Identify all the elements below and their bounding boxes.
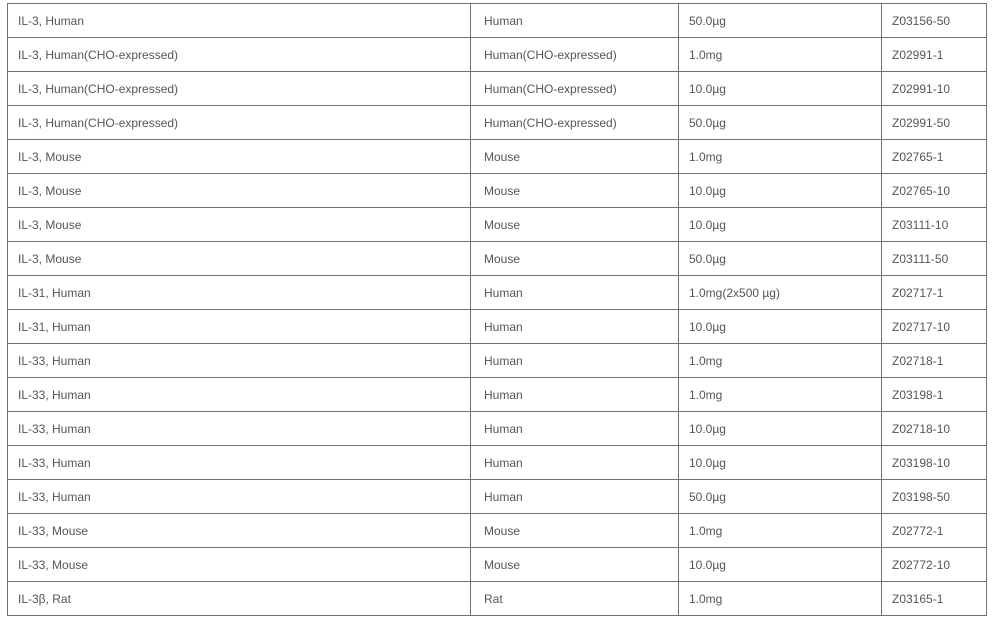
species-cell: Human — [471, 310, 679, 344]
species-cell: Human — [471, 344, 679, 378]
product-name-cell: IL-33, Human — [8, 480, 471, 514]
product-name-cell: IL-3, Human(CHO-expressed) — [8, 38, 471, 72]
product-name-cell: IL-3, Human(CHO-expressed) — [8, 106, 471, 140]
size-cell: 1.0mg — [679, 38, 882, 72]
size-cell: 1.0mg(2x500 µg) — [679, 276, 882, 310]
species-cell: Mouse — [471, 174, 679, 208]
species-cell: Human(CHO-expressed) — [471, 72, 679, 106]
table-row — [8, 276, 987, 310]
species-cell: Human(CHO-expressed) — [471, 38, 679, 72]
catalog-number-cell: Z02765-1 — [882, 140, 987, 174]
size-cell: 50.0µg — [679, 242, 882, 276]
species-cell: Human(CHO-expressed) — [471, 106, 679, 140]
product-name-cell: IL-33, Mouse — [8, 548, 471, 582]
product-name-cell: IL-3, Mouse — [8, 140, 471, 174]
table-row — [8, 242, 987, 276]
product-name-cell: IL-3, Human(CHO-expressed) — [8, 72, 471, 106]
catalog-number-cell: Z02765-10 — [882, 174, 987, 208]
product-name-cell: IL-3, Mouse — [8, 208, 471, 242]
table-row — [8, 412, 987, 446]
catalog-number-cell: Z03198-1 — [882, 378, 987, 412]
species-cell: Mouse — [471, 514, 679, 548]
product-name-cell: IL-33, Mouse — [8, 514, 471, 548]
table-row — [8, 106, 987, 140]
size-cell: 10.0µg — [679, 412, 882, 446]
size-cell: 10.0µg — [679, 446, 882, 480]
size-cell: 10.0µg — [679, 208, 882, 242]
catalog-number-cell: Z02718-1 — [882, 344, 987, 378]
product-name-cell: IL-31, Human — [8, 276, 471, 310]
species-cell: Human — [471, 4, 679, 38]
table-row — [8, 208, 987, 242]
catalog-number-cell: Z02991-50 — [882, 106, 987, 140]
product-table — [7, 3, 987, 616]
catalog-number-cell: Z03111-50 — [882, 242, 987, 276]
table-row — [8, 38, 987, 72]
species-cell: Mouse — [471, 548, 679, 582]
table-row — [8, 174, 987, 208]
product-name-cell: IL-33, Human — [8, 446, 471, 480]
table-row — [8, 72, 987, 106]
product-name-cell: IL-33, Human — [8, 344, 471, 378]
size-cell: 10.0µg — [679, 174, 882, 208]
size-cell: 10.0µg — [679, 548, 882, 582]
size-cell: 50.0µg — [679, 106, 882, 140]
table-row — [8, 514, 987, 548]
species-cell: Rat — [471, 582, 679, 616]
table-row — [8, 548, 987, 582]
size-cell: 50.0µg — [679, 480, 882, 514]
species-cell: Human — [471, 276, 679, 310]
catalog-number-cell: Z02991-1 — [882, 38, 987, 72]
species-cell: Human — [471, 378, 679, 412]
catalog-number-cell: Z02772-1 — [882, 514, 987, 548]
catalog-number-cell: Z02717-1 — [882, 276, 987, 310]
size-cell: 1.0mg — [679, 582, 882, 616]
species-cell: Human — [471, 446, 679, 480]
size-cell: 50.0µg — [679, 4, 882, 38]
product-name-cell: IL-3, Mouse — [8, 174, 471, 208]
catalog-number-cell: Z02717-10 — [882, 310, 987, 344]
product-name-cell: IL-3, Mouse — [8, 242, 471, 276]
product-name-cell: IL-33, Human — [8, 412, 471, 446]
table-row — [8, 4, 987, 38]
size-cell: 1.0mg — [679, 140, 882, 174]
product-table-body — [8, 4, 987, 616]
size-cell: 1.0mg — [679, 378, 882, 412]
catalog-number-cell: Z03198-10 — [882, 446, 987, 480]
catalog-number-cell: Z03111-10 — [882, 208, 987, 242]
table-row — [8, 140, 987, 174]
species-cell: Mouse — [471, 242, 679, 276]
product-name-cell: IL-3, Human — [8, 4, 471, 38]
species-cell: Mouse — [471, 140, 679, 174]
catalog-number-cell: Z03165-1 — [882, 582, 987, 616]
table-row — [8, 582, 987, 616]
species-cell: Human — [471, 412, 679, 446]
catalog-number-cell: Z02991-10 — [882, 72, 987, 106]
product-name-cell: IL-33, Human — [8, 378, 471, 412]
catalog-number-cell: Z02772-10 — [882, 548, 987, 582]
product-name-cell: IL-31, Human — [8, 310, 471, 344]
catalog-number-cell: Z02718-10 — [882, 412, 987, 446]
size-cell: 10.0µg — [679, 310, 882, 344]
product-table-container — [7, 3, 986, 616]
size-cell: 10.0µg — [679, 72, 882, 106]
table-row — [8, 446, 987, 480]
table-row — [8, 344, 987, 378]
species-cell: Human — [471, 480, 679, 514]
species-cell: Mouse — [471, 208, 679, 242]
catalog-number-cell: Z03198-50 — [882, 480, 987, 514]
catalog-number-cell: Z03156-50 — [882, 4, 987, 38]
size-cell: 1.0mg — [679, 344, 882, 378]
table-row — [8, 310, 987, 344]
table-row — [8, 480, 987, 514]
table-row — [8, 378, 987, 412]
product-name-cell: IL-3β, Rat — [8, 582, 471, 616]
size-cell: 1.0mg — [679, 514, 882, 548]
